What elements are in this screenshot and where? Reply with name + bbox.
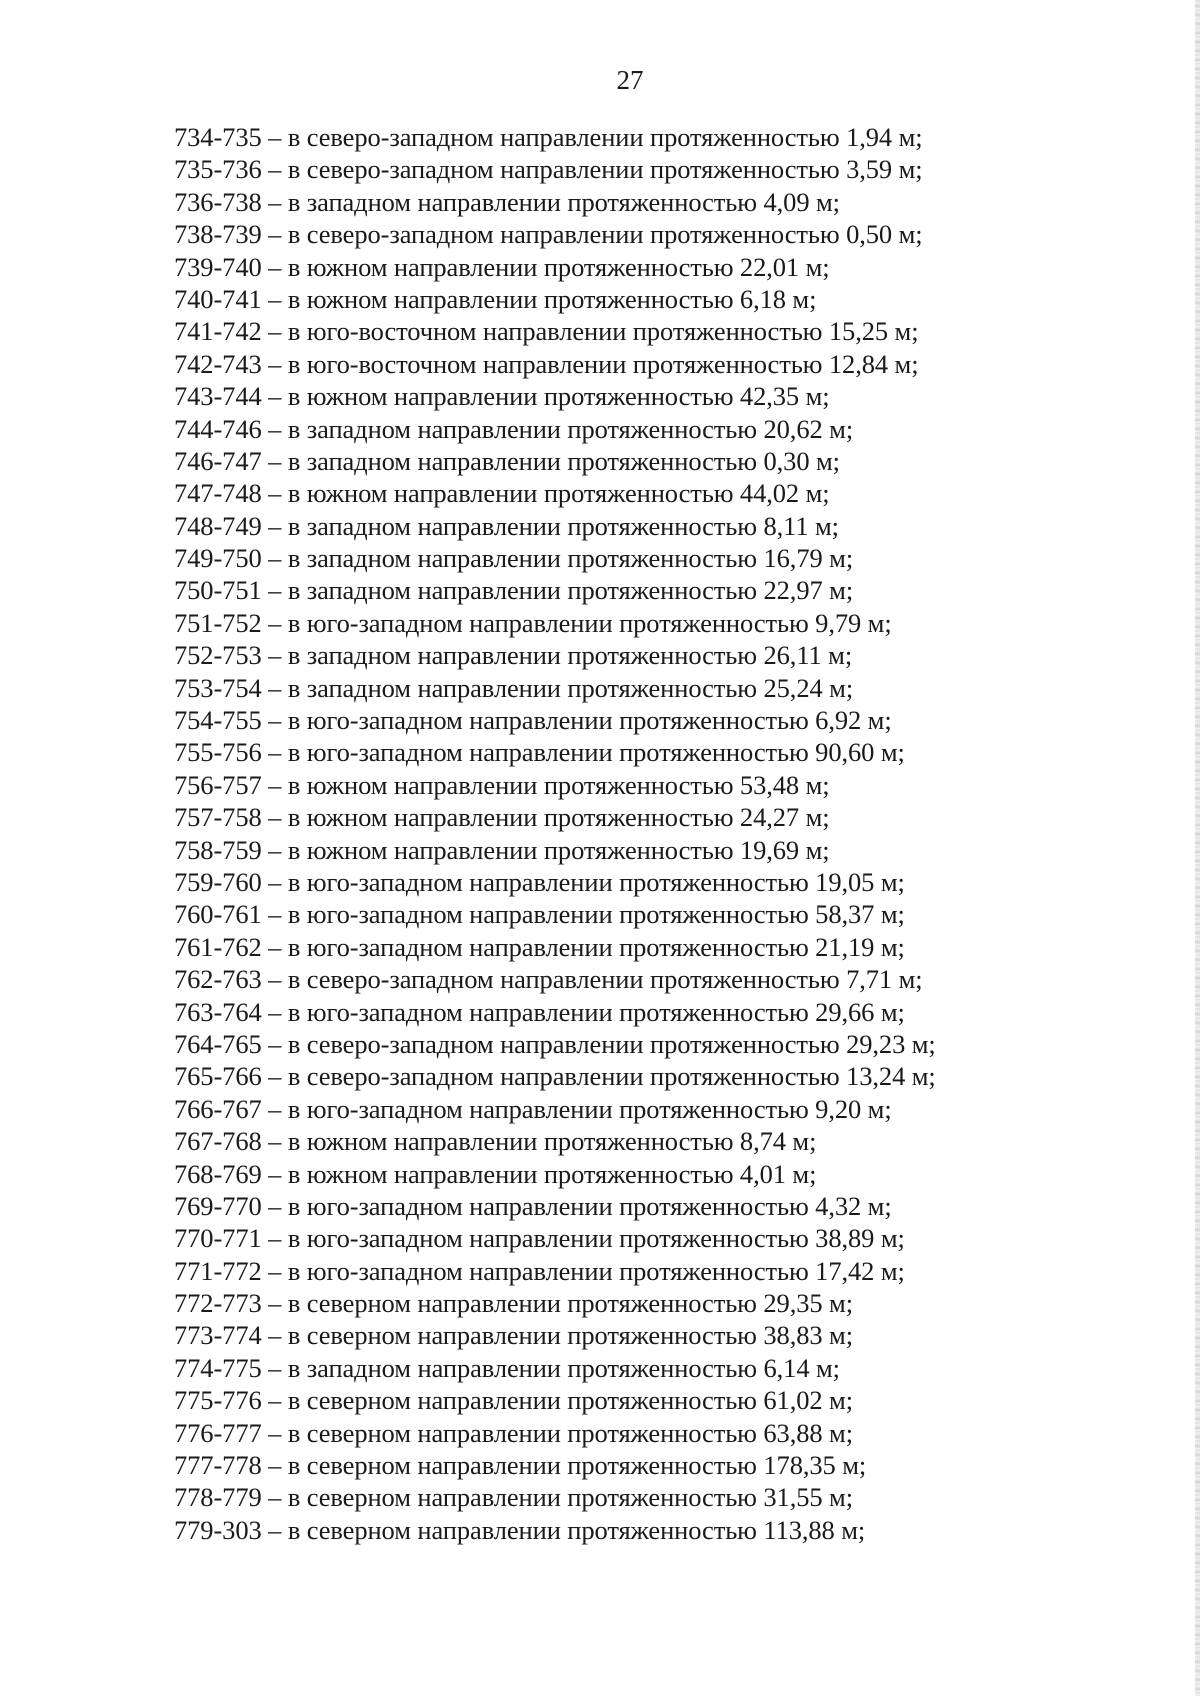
page-number: 27 <box>616 65 644 95</box>
scan-edge-artifact <box>1195 0 1200 1696</box>
boundary-segment-line: 754-755 – в юго-западном направлении протяженностью 6,92 м; <box>174 705 892 736</box>
boundary-segment-line: 756-757 – в южном направлении протяженностью 53,48 м; <box>174 769 830 800</box>
boundary-segment-line: 768-769 – в южном направлении протяженностью 4,01 м; <box>174 1158 817 1189</box>
boundary-segment-line: 747-748 – в южном направлении протяженностью 44,02 м; <box>174 478 830 509</box>
boundary-segment-line: 740-741 – в южном направлении протяженностью 6,18 м; <box>174 283 817 314</box>
boundary-segment-line: 770-771 – в юго-западном направлении протяженностью 38,89 м; <box>174 1223 905 1254</box>
boundary-segment-line: 775-776 – в северном направлении протяженностью 61,02 м; <box>174 1385 853 1416</box>
boundary-segment-line: 763-764 – в юго-западном направлении протяженностью 29,66 м; <box>174 996 905 1027</box>
boundary-segment-line: 766-767 – в юго-западном направлении протяженностью 9,20 м; <box>174 1093 892 1124</box>
boundary-segment-line: 773-774 – в северном направлении протяженностью 38,83 м; <box>174 1320 853 1351</box>
boundary-segment-line: 778-779 – в северном направлении протяженностью 31,55 м; <box>174 1482 853 1513</box>
boundary-segment-line: 761-762 – в юго-западном направлении протяженностью 21,19 м; <box>174 931 905 962</box>
boundary-segment-line: 758-759 – в южном направлении протяженностью 19,69 м; <box>174 834 830 865</box>
boundary-segment-line: 771-772 – в юго-западном направлении протяженностью 17,42 м; <box>174 1255 905 1286</box>
boundary-segment-line: 739-740 – в южном направлении протяженностью 22,01 м; <box>174 251 830 282</box>
boundary-segment-line: 742-743 – в юго-восточном направлении протяженностью 12,84 м; <box>174 348 919 379</box>
boundary-segment-line: 749-750 – в западном направлении протяженностью 16,79 м; <box>174 543 854 574</box>
boundary-segment-line: 738-739 – в северо-западном направлении протяженностью 0,50 м; <box>174 219 923 250</box>
boundary-segment-line: 764-765 – в северо-западном направлении протяженностью 29,23 м; <box>174 1028 936 1059</box>
boundary-segment-line: 774-775 – в западном направлении протяженностью 6,14 м; <box>174 1352 840 1383</box>
boundary-segment-line: 736-738 – в западном направлении протяженностью 4,09 м; <box>174 186 840 217</box>
boundary-segment-line: 762-763 – в северо-западном направлении протяженностью 7,71 м; <box>174 964 923 995</box>
boundary-segment-line: 767-768 – в южном направлении протяженностью 8,74 м; <box>174 1126 817 1157</box>
boundary-segment-line: 746-747 – в западном направлении протяженностью 0,30 м; <box>174 445 840 476</box>
boundary-segment-line: 743-744 – в южном направлении протяженностью 42,35 м; <box>174 381 830 412</box>
boundary-segment-line: 757-758 – в южном направлении протяженностью 24,27 м; <box>174 802 830 833</box>
boundary-segment-line: 734-735 – в северо-западном направлении протяженностью 1,94 м; <box>174 122 923 152</box>
boundary-segment-line: 755-756 – в юго-западном направлении протяженностью 90,60 м; <box>174 737 905 768</box>
boundary-segment-line: 777-778 – в северном направлении протяженностью 178,35 м; <box>174 1450 867 1481</box>
boundary-segment-line: 741-742 – в юго-восточном направлении протяженностью 15,25 м; <box>174 316 919 347</box>
boundary-segment-line: 750-751 – в западном направлении протяженностью 22,97 м; <box>174 575 854 606</box>
boundary-segment-line: 760-761 – в юго-западном направлении протяженностью 58,37 м; <box>174 899 905 930</box>
boundary-segment-line: 772-773 – в северном направлении протяженностью 29,35 м; <box>174 1288 853 1319</box>
boundary-segment-line: 779-303 – в северном направлении протяженностью 113,88 м; <box>174 1514 866 1545</box>
boundary-segment-line: 744-746 – в западном направлении протяженностью 20,62 м; <box>174 413 854 444</box>
boundary-segment-line: 753-754 – в западном направлении протяженностью 25,24 м; <box>174 672 854 703</box>
boundary-segment-line: 748-749 – в западном направлении протяженностью 8,11 м; <box>174 510 839 541</box>
boundary-segment-list <box>174 121 1174 1546</box>
boundary-segment-line: 765-766 – в северо-западном направлении протяженностью 13,24 м; <box>174 1061 936 1092</box>
boundary-segment-line: 776-777 – в северном направлении протяженностью 63,88 м; <box>174 1417 853 1448</box>
boundary-segment-line: 759-760 – в юго-западном направлении протяженностью 19,05 м; <box>174 866 905 897</box>
boundary-segment-line: 752-753 – в западном направлении протяженностью 26,11 м; <box>174 640 853 671</box>
boundary-segment-line: 769-770 – в юго-западном направлении протяженностью 4,32 м; <box>174 1190 892 1221</box>
boundary-segment-line: 735-736 – в северо-западном направлении протяженностью 3,59 м; <box>174 154 923 185</box>
boundary-segment-line: 751-752 – в юго-западном направлении протяженностью 9,79 м; <box>174 607 892 638</box>
